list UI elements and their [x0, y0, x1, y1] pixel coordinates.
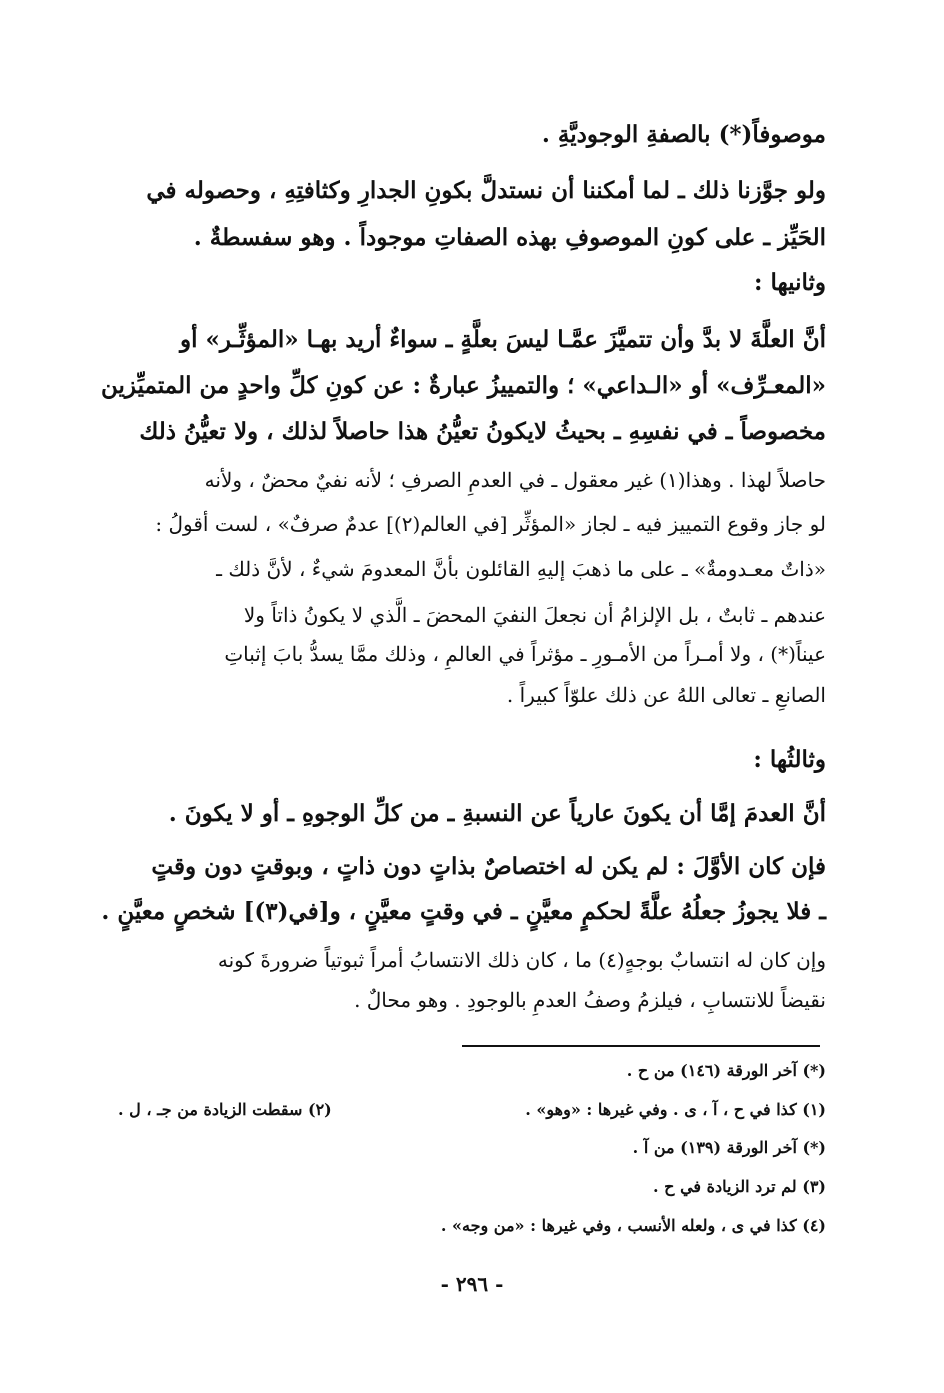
section-heading-second: وثانيها : — [754, 269, 826, 296]
page-number: - ٢٩٦ - — [440, 1272, 504, 1296]
text-line: ولو جوَّزنا ذلك ـ لما أمكننا أن نستدلَّ بكونِ الجدارِ وكثافتِهِ ، وحصوله في — [146, 177, 826, 204]
text-line: الحَيِّز ـ على كونِ الموصوفِ بهذه الصفاتِ موجوداً . وهو سفسطةٌ . — [193, 224, 826, 251]
text-line: مخصوصاً ـ في نفسِهِ ـ بحيثُ لايكونُ تعيُّنُ هذا حاصلاً لذلك ، ولا تعيُّنُ ذلك — [139, 418, 826, 445]
text-line: عندهم ـ ثابتٌ ، بل الإلزامُ أن نجعلَ النفيَ المحضَ ـ الَّذي لا يكونُ ذاتاً ولا — [243, 603, 826, 627]
text-line: نقيضاً للانتسابِ ، فيلزمُ وصفُ العدمِ بالوجودِ . وهو محالٌ . — [354, 988, 826, 1012]
text-line: وإن كان له انتسابٌ بوجهٍ(٤) ما ، كان ذلك الانتسابُ أمراً ثبوتياً ضرورةَ كونه — [217, 948, 826, 972]
text-line: موصوفاً(*) بالصفةِ الوجوديَّةِ . — [541, 121, 826, 148]
section-heading-third: وثالثُها : — [753, 746, 826, 773]
text-line: ـ فلا يجوزُ جعلُهُ علَّةً لحكمٍ معيَّنٍ ـ في وقتٍ معيَّنٍ ، و[في(٣)] شخصٍ معيَّنٍ . — [101, 898, 826, 925]
footnote: (٣) لم ترد الزيادة في ح . — [653, 1177, 826, 1196]
text-line: «المعـرِّف» أو «الـداعي» ؛ والتمييزُ عبارةٌ : عن كونِ كلِّ واحدٍ من المتميِّزين — [101, 372, 826, 399]
footnote: (٢) سقطت الزيادة من جـ ، ل . — [118, 1100, 332, 1119]
text-line: فإن كان الأوَّلَ : لم يكن له اختصاصٌ بذاتٍ دون ذاتٍ ، وبوقتٍ دون وقتٍ — [151, 853, 826, 880]
text-line: أنَّ العدمَ إمَّا أن يكونَ عارياً عن النسبةِ ـ من كلِّ الوجوهِ ـ أو لا يكونَ . — [168, 800, 826, 827]
text-line: لو جاز وقوع التمييز فيه ـ لجاز «المؤثِّر [في العالم(٢)] عدمٌ صرفٌ» ، لست أقولُ : — [155, 512, 826, 536]
text-line: حاصلاً لهذا . وهذا(١) غير معقول ـ في العدمِ الصرفِ ؛ لأنه نفيٌ محضٌ ، ولأنه — [204, 468, 826, 492]
footnote: (٤) كذا في ى ، ولعله الأنسب ، وفي غيرها : «من وجه» . — [440, 1216, 826, 1235]
footnote: (*) آخر الورقة (١٤٦) من ح . — [626, 1061, 826, 1080]
text-line: الصانعِ ـ تعالى اللهُ عن ذلك علوّاً كبيراً . — [506, 683, 826, 707]
footnote: (*) آخر الورقة (١٣٩) من آ . — [632, 1138, 826, 1157]
text-line: «ذاتٌ معـدومةٌ» ـ على ما ذهبَ إليهِ القائلون بأنَّ المعدومَ شيءٌ ، لأنَّ ذلك ـ — [216, 557, 826, 581]
text-line: عيناً(*) ، ولا أمـراً من الأمـورِ ـ مؤثراً في العالمِ ، وذلك ممَّا يسدُّ بابَ إثباتِ — [224, 642, 826, 666]
text-line: أنَّ العلَّةَ لا بدَّ وأن تتميَّزَ عمَّـا ليسَ بعلَّةٍ ـ سواءٌ أريد بهـا «المؤثِّـر» أو — [179, 326, 826, 353]
footnote: (١) كذا في ح ، آ ، ى . وفي غيرها : «وهو» . — [525, 1100, 826, 1119]
footnotes — [101, 0, 826, 1260]
